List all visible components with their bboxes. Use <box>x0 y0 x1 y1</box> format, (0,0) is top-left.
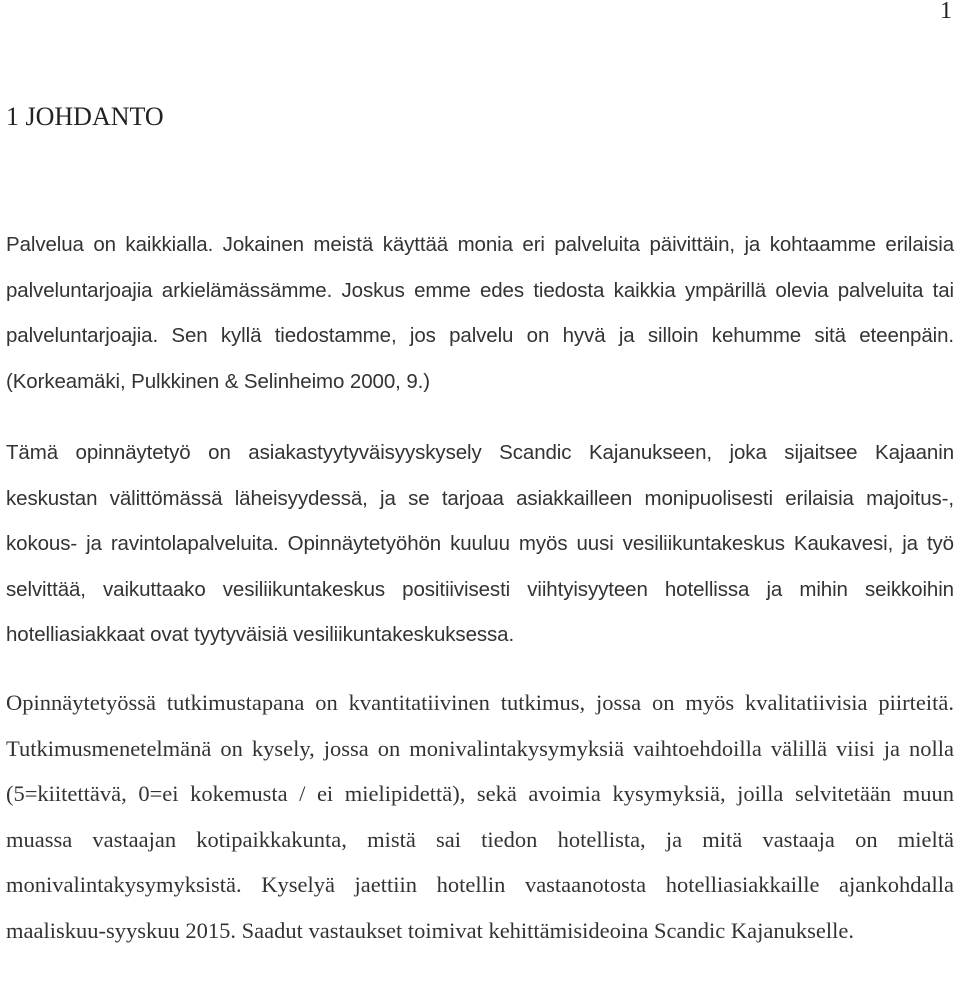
paragraph-methodology: Opinnäytetyössä tutkimustapana on kvantitatiivinen tutkimus, jossa on myös kvalitatiivisia piirteitä. Tutkimusmenetelmänä on kysely, jossa on monivalintakysymyksiä vaihtoehdoilla välillä viisi ja nolla (5=kiitettävä, 0=ei kokemusta / ei mielipidettä), sekä avoimia kysymyksiä, joilla selvitetään muun muassa vastaajan kotipaikkakunta, mistä sai tiedon hotellista, ja mitä vastaaja on mieltä monivalintakysymyksistä. Kyselyä jaettiin hotellin vastaanotosta hotelliasiakkaille ajankohdalla maaliskuu-syyskuu 2015. Saadut vastaukset toimivat kehittämisideoina Scandic Kajanukselle. <box>6 690 954 943</box>
paragraph-thesis-topic: Tämä opinnäytetyö on asiakastyytyväisyyskysely Scandic Kajanukseen, joka sijaitsee Kajaanin keskustan välittömässä läheisyydessä, ja se tarjoaa asiakkailleen monipuolisesti erilaisia majoitus-, kokous- ja ravintolapalveluita. Opinnäytetyöhön kuuluu myös uusi vesiliikuntakeskus Kaukavesi, ja työ selvittää, vaikuttaako vesiliikuntakeskus positiivisesti viihtyisyyteen hotellissa ja mihin seikkoihin hotelliasiakkaat ovat tyytyväisiä vesiliikuntakeskuksessa. <box>6 441 954 646</box>
paragraph-intro: Palvelua on kaikkialla. Jokainen meistä käyttää monia eri palveluita päivittäin, ja kohtaamme erilaisia palveluntarjoajia arkielämässämme. Joskus emme edes tiedosta kaikkia ympärillä olevia palveluita tai palveluntarjoajia. Sen kyllä tiedostamme, jos palvelu on hyvä ja silloin kehumme sitä eteenpäin. (Korkeamäki, Pulkkinen & Selinheimo 2000, 9.) <box>6 233 954 393</box>
section-heading: 1 JOHDANTO <box>6 102 164 131</box>
page-number: 1 <box>940 0 952 24</box>
